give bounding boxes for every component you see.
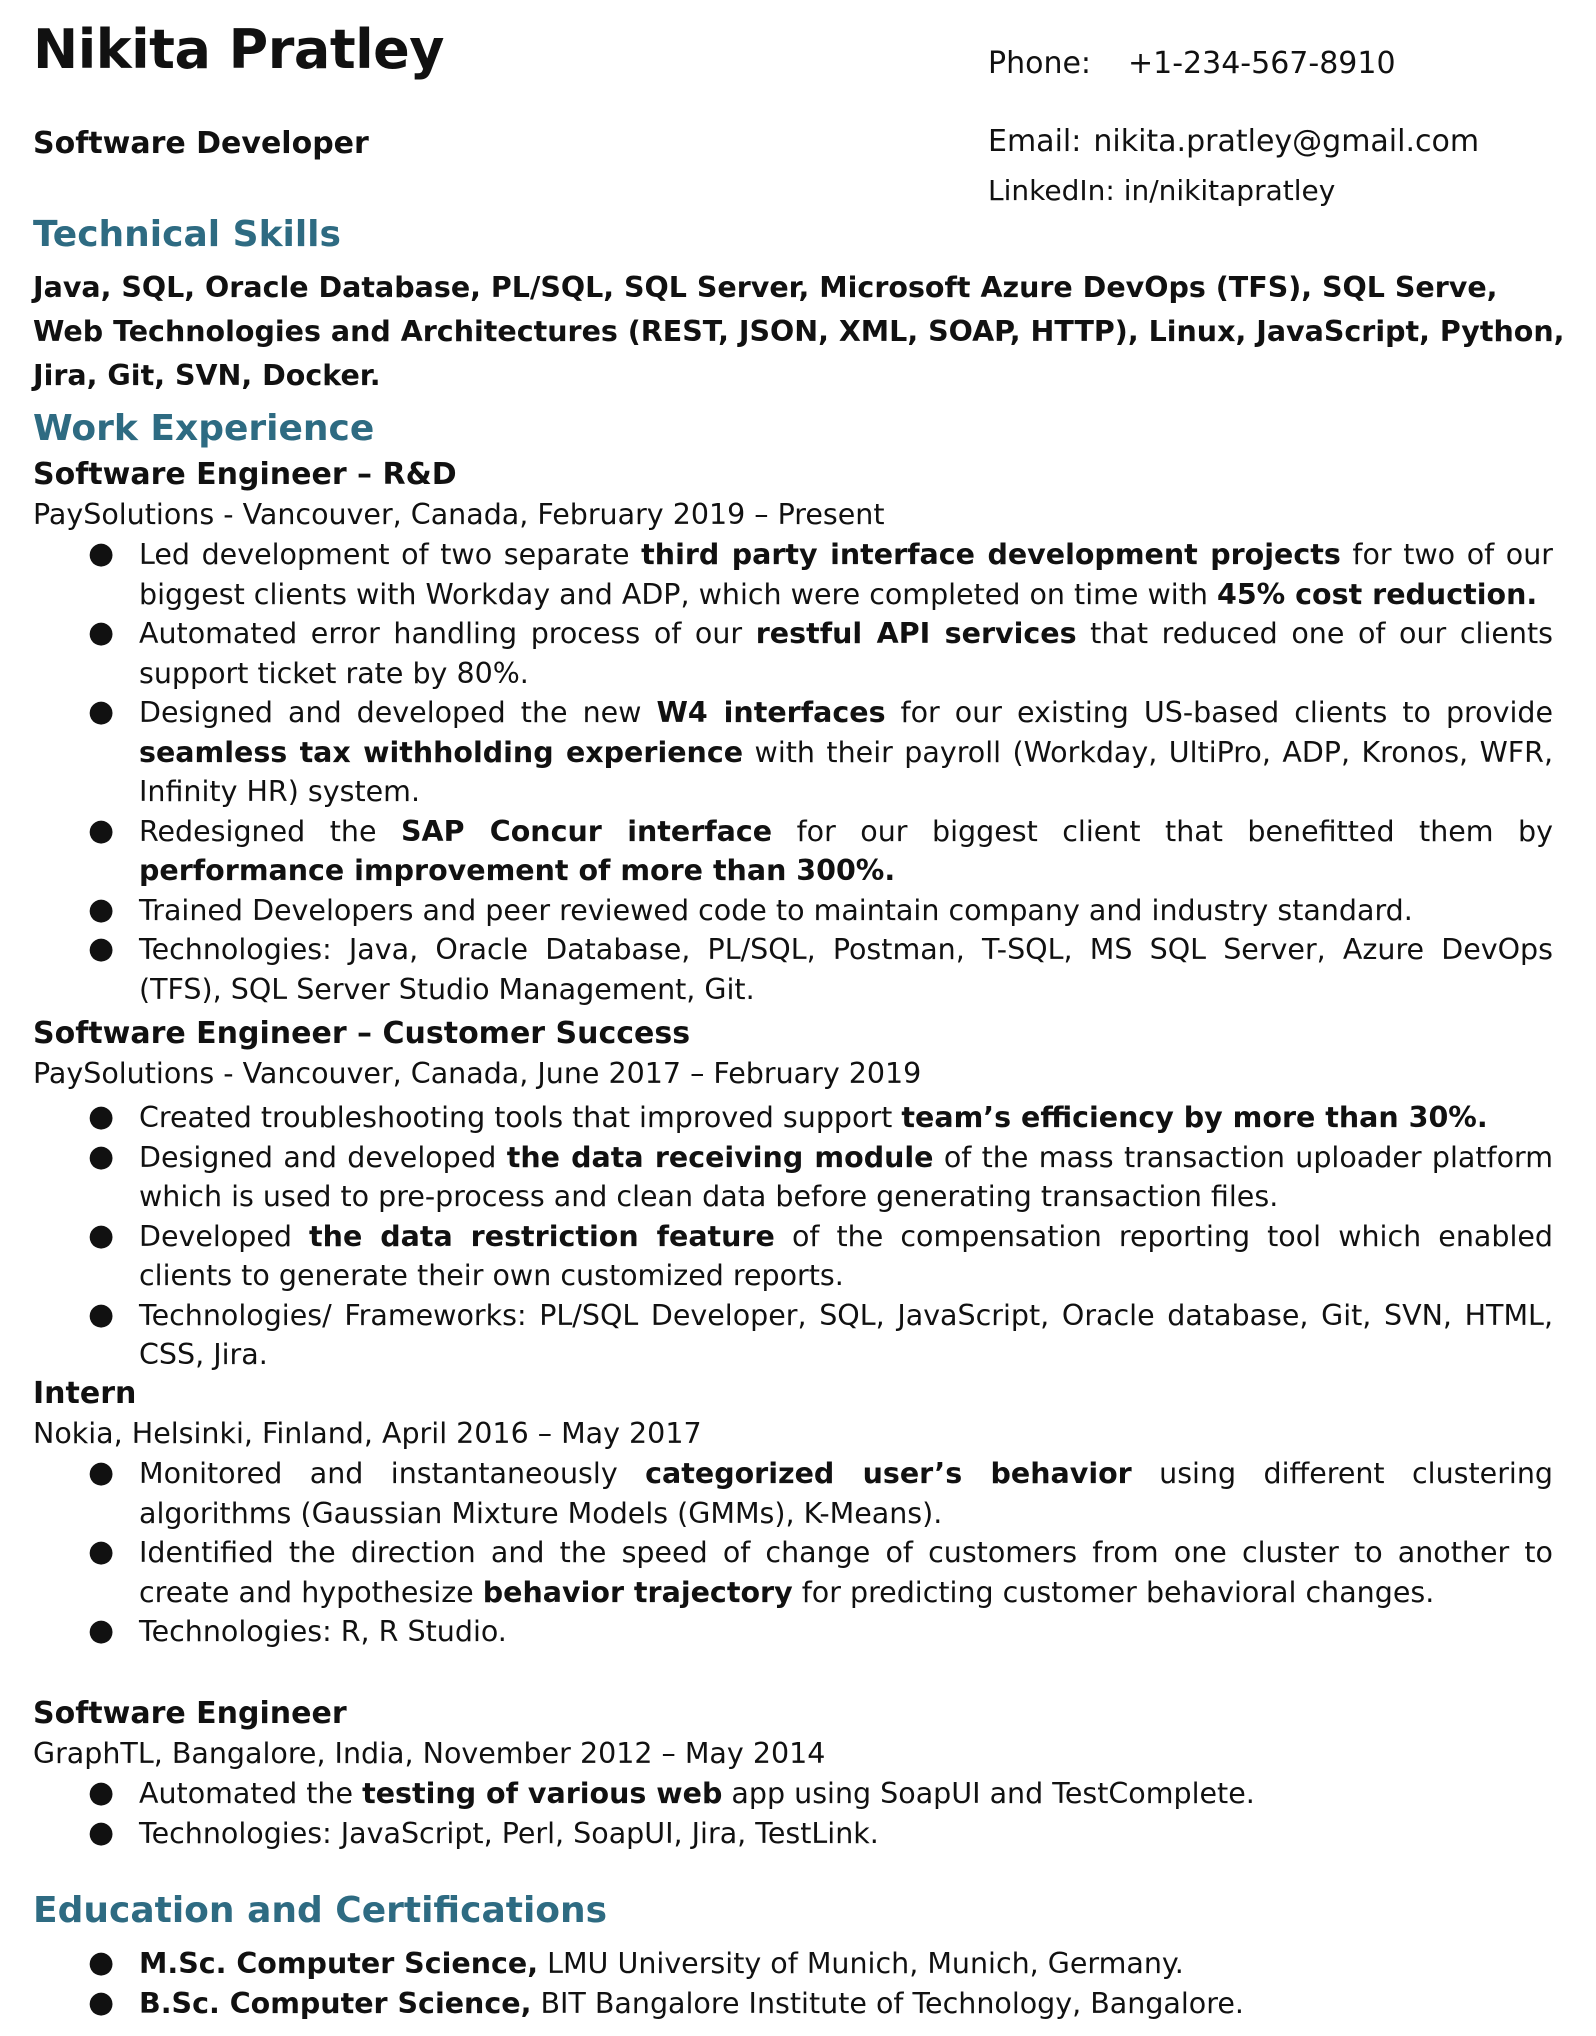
bullet-text: Designed and developed the new (139, 696, 657, 729)
bullet-dot-icon: ● (88, 536, 115, 571)
bullet-bold-text: M.Sc. Computer Science, (139, 1947, 539, 1980)
education-bullets (33, 1944, 1553, 2023)
bullet-dot-icon: ● (88, 1814, 115, 1850)
bullet-text: Automated error handling process of our (139, 617, 756, 650)
bullet-bold-text: team’s efficiency by more than 30%. (901, 1101, 1488, 1134)
bullet-dot-icon: ● (88, 931, 115, 966)
bullet-item (33, 535, 1553, 614)
bullet-text: for predicting customer behavioral changes. (792, 1575, 1435, 1609)
bullet-item (33, 1296, 1553, 1375)
bullet-text: LMU University of Munich, Munich, Germany. (538, 1947, 1184, 1980)
bullet-bold-text: the data receiving module (506, 1140, 934, 1174)
phone-value: +1-234-567-8910 (1128, 46, 1396, 81)
candidate-name: Nikita Pratley (33, 18, 444, 81)
phone-label: Phone: (988, 46, 1092, 81)
bullet-dot-icon: ● (88, 1613, 115, 1648)
bullet-text: for our biggest client that benefitted them by (772, 814, 1554, 848)
bullet-text: app using SoapUI and TestComplete. (722, 1777, 1255, 1810)
bullet-item (33, 693, 1553, 812)
bullet-text: Led development of two separate (139, 538, 642, 571)
job-title: Software Engineer – Customer Success (33, 1016, 691, 1051)
bullet-bold-text: performance improvement of more than 300%. (139, 854, 896, 887)
bullet-text: Created troubleshooting tools that improved support (139, 1101, 902, 1134)
bullet-text: with their payroll (Workday, UltiPro, ADP, Kronos, WFR, Infinity HR) system. (139, 735, 1554, 808)
bullet-dot-icon: ● (88, 1217, 115, 1253)
bullet-text: Developed (139, 1219, 310, 1253)
job-meta: Nokia, Helsinki, Finland, April 2016 – May 2017 (33, 1417, 702, 1450)
education-section-title: Education and Certifications (33, 1890, 608, 1931)
education-list (33, 1944, 1553, 2023)
bullet-dot-icon: ● (88, 1099, 115, 1134)
skills-section-title: Technical Skills (33, 214, 341, 255)
job-bullets (33, 1454, 1553, 1652)
bullet-text: Technologies: JavaScript, Perl, SoapUI, Jira, TestLink. (139, 1816, 879, 1850)
bullet-text: using different clustering algorithms (Gaussian Mixture Models (GMMs), K-Means). (139, 1457, 1554, 1530)
bullet-dot-icon: ● (88, 1138, 115, 1174)
bullet-dot-icon: ● (88, 1775, 115, 1810)
bullet-dot-icon: ● (88, 812, 115, 848)
bullet-dot-icon: ● (88, 694, 115, 729)
bullet-dot-icon: ● (88, 1296, 115, 1332)
bullet-text: of the compensation reporting tool which enabled clients to generate their own customized reports. (139, 1219, 1553, 1292)
bullet-text: Designed and developed (139, 1140, 507, 1174)
job-bullets (33, 535, 1553, 1009)
bullet-bold-text: third party interface development projects (641, 538, 1341, 571)
job-entry (33, 1694, 1553, 1853)
bullet-dot-icon: ● (88, 1455, 115, 1490)
bullet-text: Trained Developers and peer reviewed code to maintain company and industry standard. (139, 893, 1413, 927)
work-section-title: Work Experience (33, 408, 375, 449)
bullet-text: for our existing US-based clients to provide (885, 696, 1553, 729)
skills-list: Java, SQL, Oracle Database, PL/SQL, SQL Server, Microsoft Azure DevOps (TFS), SQL Serve, Web Technologies and Architectures (REST, JSON, XML, SOAP, HTTP), Linux, JavaScript, Python, Jira, Git, SVN, Docker. (33, 271, 1565, 392)
bullet-bold-text: testing of various web (362, 1777, 723, 1810)
bullet-item (33, 812, 1553, 891)
bullet-bold-text: the data restriction feature (309, 1219, 775, 1253)
linkedin-label: LinkedIn: (988, 174, 1115, 207)
bullet-dot-icon: ● (88, 891, 115, 927)
bullet-item (33, 1454, 1553, 1533)
bullet-dot-icon: ● (88, 1984, 115, 2020)
job-meta: PaySolutions - Vancouver, Canada, June 2017 – February 2019 (33, 1057, 922, 1090)
bullet-bold-text: seamless tax withholding experience (139, 735, 744, 769)
job-bullets (33, 1774, 1553, 1853)
bullet-text: that reduced one of our clients support ticket rate by 80%. (139, 617, 1553, 690)
job-entry (33, 1014, 1553, 1375)
job-meta: PaySolutions - Vancouver, Canada, February 2019 – Present (33, 498, 885, 531)
email-value[interactable]: nikita.pratley@gmail.com (1093, 124, 1480, 159)
email-label: Email: (988, 124, 1082, 159)
bullet-item (33, 614, 1553, 693)
bullet-item (33, 930, 1553, 1009)
bullet-item (33, 1944, 1553, 1984)
bullet-text: Redesigned the (139, 814, 401, 848)
bullet-item (33, 1217, 1553, 1296)
bullet-item (33, 1774, 1553, 1814)
bullet-bold-text: behavior trajectory (482, 1575, 793, 1609)
bullet-text: Identified the direction and the speed of change of customers from one cluster to another to create and hypothesize (139, 1536, 1553, 1609)
bullet-text: Automated the (139, 1777, 363, 1810)
bullet-bold-text: restful API services (755, 617, 1077, 650)
bullet-text: Technologies/ Frameworks: PL/SQL Developer, SQL, JavaScript, Oracle database, Git, SVN, HTML, CSS, Jira. (139, 1298, 1553, 1371)
bullet-item (33, 1814, 1553, 1854)
bullet-text: for two of our biggest clients with Workday and ADP, which were completed on time with (139, 538, 1553, 611)
bullet-text: Technologies: R, R Studio. (139, 1615, 507, 1648)
email-line (988, 124, 1479, 159)
bullet-text: of the mass transaction uploader platform which is used to pre-process and clean data before generating transaction files. (139, 1140, 1554, 1213)
bullet-dot-icon: ● (88, 1534, 115, 1569)
linkedin-line (988, 174, 1335, 207)
bullet-dot-icon: ● (88, 1945, 115, 1980)
bullet-item (33, 1533, 1553, 1612)
job-title: Intern (33, 1376, 137, 1411)
job-bullets (33, 1098, 1553, 1375)
bullet-bold-text: SAP Concur interface (400, 814, 773, 848)
bullet-bold-text: W4 interfaces (656, 696, 886, 729)
job-meta: GraphTL, Bangalore, India, November 2012 – May 2014 (33, 1737, 826, 1770)
bullet-text: Monitored and instantaneously (139, 1457, 646, 1490)
bullet-bold-text: categorized user’s behavior (645, 1457, 1132, 1490)
bullet-text: BIT Bangalore Institute of Technology, Bangalore. (531, 1986, 1244, 2020)
bullet-item (33, 1984, 1553, 2024)
bullet-text: Technologies: Java, Oracle Database, PL/SQL, Postman, T-SQL, MS SQL Server, Azure DevOps (TFS), SQL Server Studio Management, Git. (139, 933, 1553, 1006)
bullet-item (33, 1612, 1553, 1652)
bullet-bold-text: B.Sc. Computer Science, (139, 1986, 532, 2020)
job-title: Software Engineer – R&D (33, 457, 457, 492)
phone-line (988, 46, 1396, 81)
bullet-dot-icon: ● (88, 615, 115, 650)
linkedin-value[interactable]: in/nikitapratley (1123, 174, 1336, 207)
bullet-item (33, 1138, 1553, 1217)
bullet-bold-text: 45% cost reduction. (1217, 577, 1538, 611)
candidate-role: Software Developer (33, 126, 369, 161)
job-entry (33, 455, 1553, 1009)
job-entry (33, 1374, 1553, 1652)
bullet-item (33, 1098, 1553, 1138)
bullet-item (33, 891, 1553, 931)
job-title: Software Engineer (33, 1696, 347, 1731)
